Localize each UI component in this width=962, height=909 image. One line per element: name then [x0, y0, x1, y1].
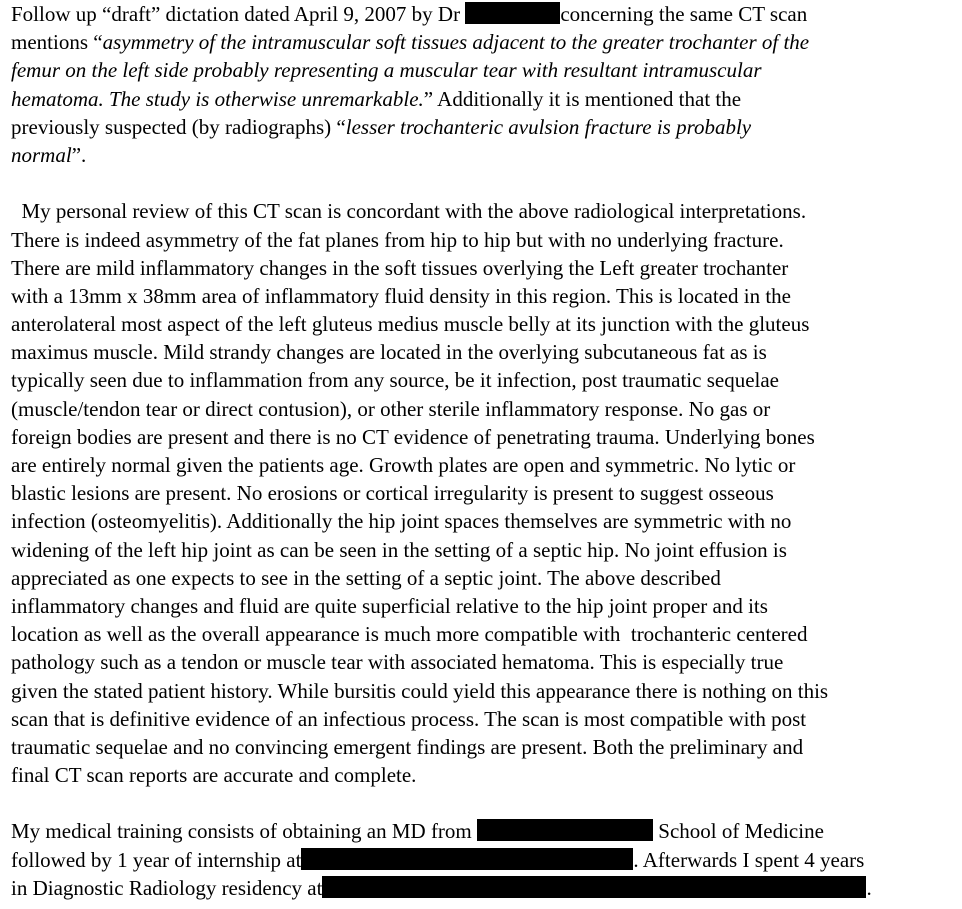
document-page	[11, 0, 962, 902]
text-line: typically seen due to inflammation from any source, be it infection, post traumatic sequelae	[11, 368, 780, 393]
text-line: My medical training consists of obtaining an MD from School of Medicine	[11, 819, 824, 844]
redaction-bar	[301, 848, 633, 870]
text-line: in Diagnostic Radiology residency at .	[11, 875, 872, 900]
text-line: mentions “asymmetry of the intramuscular soft tissues adjacent to the greater trochanter of the	[11, 30, 810, 55]
text-line: pathology such as a tendon or muscle tear with associated hematoma. This is especially true	[11, 650, 784, 675]
text-line: There is indeed asymmetry of the fat planes from hip to hip but with no underlying fracture.	[11, 227, 784, 252]
text-line: (muscle/tendon tear or direct contusion), or other sterile inflammatory response. No gas or	[11, 396, 771, 421]
text-line: femur on the left side probably representing a muscular tear with resultant intramuscular	[11, 58, 762, 83]
paragraph-personal-review	[11, 197, 962, 789]
text-line: followed by 1 year of internship at . Afterwards I spent 4 years	[11, 847, 865, 872]
paragraph-gap	[11, 169, 962, 197]
text-line: given the stated patient history. While bursitis could yield this appearance there is nothing on this	[11, 678, 829, 703]
text-line: anterolateral most aspect of the left gluteus medius muscle belly at its junction with the gluteus	[11, 312, 810, 337]
text-line: appreciated as one expects to see in the setting of a septic joint. The above described	[11, 565, 721, 590]
text-line: infection (osteomyelitis). Additionally the hip joint spaces themselves are symmetric with no	[11, 509, 792, 534]
text-line: with a 13mm x 38mm area of inflammatory fluid density in this region. This is located in the	[11, 283, 791, 308]
paragraph-medical-training	[11, 817, 962, 902]
text-line: inflammatory changes and fluid are quite superficial relative to the hip joint proper and its	[11, 593, 768, 618]
text-line: Follow up “draft” dictation dated April 9, 2007 by Dr concerning the same CT scan	[11, 2, 808, 26]
paragraph-draft-dictation	[11, 0, 962, 169]
text-line: normal”.	[11, 142, 87, 167]
text-line: location as well as the overall appearance is much more compatible with trochanteric centered	[11, 622, 808, 647]
text-line: traumatic sequelae and no convincing emergent findings are present. Both the preliminary and	[11, 734, 804, 759]
paragraph-gap	[11, 789, 962, 817]
text-line: hematoma. The study is otherwise unremarkable.” Additionally it is mentioned that the	[11, 86, 742, 111]
text-line: final CT scan reports are accurate and complete.	[11, 763, 417, 788]
text-line: widening of the left hip joint as can be seen in the setting of a septic hip. No joint effusion is	[11, 537, 787, 562]
text-line: maximus muscle. Mild strandy changes are located in the overlying subcutaneous fat as is	[11, 340, 767, 365]
text-line: foreign bodies are present and there is no CT evidence of penetrating trauma. Underlying bones	[11, 424, 815, 449]
text-line: blastic lesions are present. No erosions or cortical irregularity is present to suggest osseous	[11, 481, 774, 506]
text-line: My personal review of this CT scan is concordant with the above radiological interpretations.	[11, 199, 807, 224]
redaction-bar	[477, 819, 653, 841]
redaction-bar	[322, 876, 866, 898]
text-line: previously suspected (by radiographs) “lesser trochanteric avulsion fracture is probably	[11, 114, 752, 139]
text-line: are entirely normal given the patients age. Growth plates are open and symmetric. No lytic or	[11, 453, 796, 477]
redaction-bar	[465, 2, 560, 24]
text-line: There are mild inflammatory changes in the soft tissues overlying the Left greater trochanter	[11, 255, 789, 280]
text-line: scan that is definitive evidence of an infectious process. The scan is most compatible with post	[11, 706, 807, 731]
